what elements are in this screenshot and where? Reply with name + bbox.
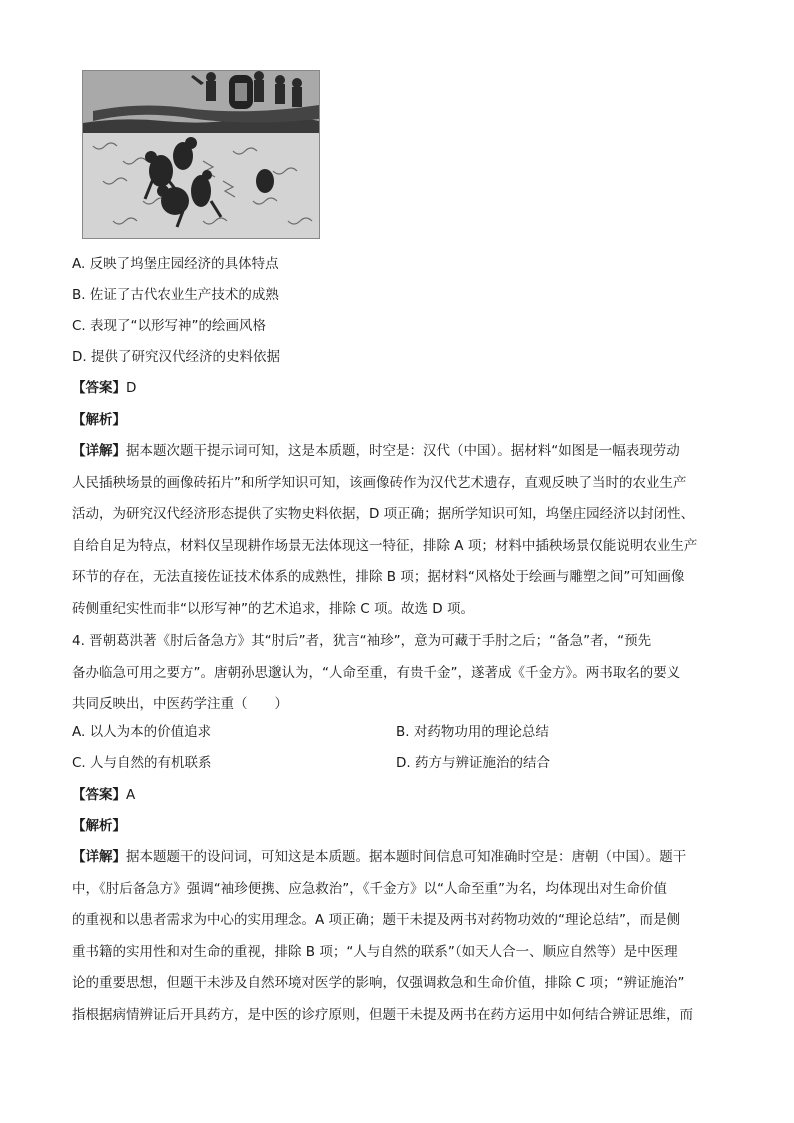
answer-label: 【答案】 [72, 380, 126, 396]
stem-line: 4. 晋朝葛洪著《肘后备急方》其“肘后”者，犹言“袖珍”，意为可藏于手肘之后；“备急”者，“预先 [72, 633, 652, 649]
answer-value: D [126, 380, 137, 396]
option-text: 提供了研究汉代经济的史料依据 [90, 349, 280, 365]
analysis-label: 【解析】 [72, 412, 126, 428]
q4-option-a [72, 722, 211, 742]
option-text: 表现了“以形写神”的绘画风格 [90, 318, 267, 334]
q3-option-d [72, 347, 280, 367]
detail-label: 【详解】 [72, 849, 126, 865]
detail-line: 中，《肘后备急方》强调“袖珍便携、应急救治”，《千金方》以“人命至重”为名，均体现出对生命价值 [72, 880, 667, 897]
detail-line: 指根据病情辨证后开具药方，是中医的诊疗原则，但题干未提及两书在药方运用中如何结合辨证思维，而 [72, 1006, 693, 1023]
option-text: 人与自然的有机联系 [90, 755, 212, 771]
q4-answer [72, 785, 135, 805]
option-letter: D. [396, 755, 411, 771]
answer-label: 【答案】 [72, 787, 126, 803]
q3-analysis-label [72, 410, 126, 430]
detail-line: 环节的存在，无法直接佐证技术体系的成熟性，排除 B 项；据材料“风格处于绘画与雕塑之间”可知画像 [72, 569, 685, 586]
detail-line: 【详解】据本题题干的设问词，可知这是本质题。据本题时间信息可知准确时空是：唐朝（中国）。题干 [72, 849, 687, 865]
answer-value: A [126, 787, 136, 803]
detail-line: 自给自足为特点，材料仅呈现耕作场景无法体现这一特征，排除 A 项；材料中插秧场景仅能说明农业生产 [72, 537, 698, 554]
q3-option-b [72, 285, 279, 305]
q4-detail [72, 842, 722, 1032]
option-text: 以人为本的价值追求 [89, 724, 212, 740]
q4-analysis-label [72, 816, 126, 836]
option-letter: C. [72, 318, 86, 334]
option-letter: D. [72, 349, 87, 365]
q4-option-c [72, 753, 212, 773]
option-letter: A. [72, 724, 86, 740]
option-text: 佐证了古代农业生产技术的成熟 [89, 287, 279, 303]
option-letter: B. [72, 287, 86, 303]
option-text: 反映了坞堡庄园经济的具体特点 [89, 256, 279, 272]
q4-stem [72, 626, 722, 721]
q3-option-c [72, 316, 266, 336]
stem-line: 备办临急可用之要方”。唐朝孙思邈认为，“人命至重，有贵千金”，遂著成《千金方》。两书取名的要义 [72, 664, 681, 681]
option-letter: B. [396, 724, 410, 740]
detail-line: 人民插秧场景的画像砖拓片”和所学知识可知，该画像砖作为汉代艺术遗存，直观反映了当时的农业生产 [72, 474, 687, 491]
q3-option-a [72, 254, 279, 274]
detail-line: 重书籍的实用性和对生命的重视，排除 B 项；“人与自然的联系”（如天人合一、顺应自然等）是中医理 [72, 943, 678, 960]
option-letter: A. [72, 256, 86, 272]
detail-line: 论的重要思想，但题干未涉及自然环境对医学的影响，仅强调救急和生命价值，排除 C 项；“辨证施治” [72, 975, 685, 992]
option-text: 对药物功用的理论总结 [413, 724, 549, 740]
stem-line: 共同反映出，中医药学注重（ ） [72, 696, 288, 713]
q4-option-d [396, 753, 550, 773]
q4-option-b [396, 722, 549, 742]
detail-line: 活动，为研究汉代经济形态提供了实物史料依据，D 项正确；据所学知识可知，坞堡庄园经济以封闭性、 [72, 506, 695, 523]
detail-line: 的重视和以患者需求为中心的实用理念。A 项正确；题干未提及两书对药物功效的“理论总结”，而是侧 [72, 912, 681, 929]
analysis-label: 【解析】 [72, 818, 126, 834]
rubbing-drawing [83, 71, 319, 238]
option-text: 药方与辨证施治的结合 [414, 755, 550, 771]
detail-line: 砖侧重纪实性而非“以形写神”的艺术追求，排除 C 项。故选 D 项。 [72, 600, 474, 617]
option-letter: C. [72, 755, 86, 771]
detail-line: 【详解】据本题次题干提示词可知，这是本质题，时空是：汉代（中国）。据材料“如图是一幅表现劳动 [72, 443, 680, 459]
rubbing-image [82, 70, 320, 239]
detail-label: 【详解】 [72, 443, 126, 459]
q3-answer [72, 378, 136, 398]
q3-detail [72, 436, 722, 626]
